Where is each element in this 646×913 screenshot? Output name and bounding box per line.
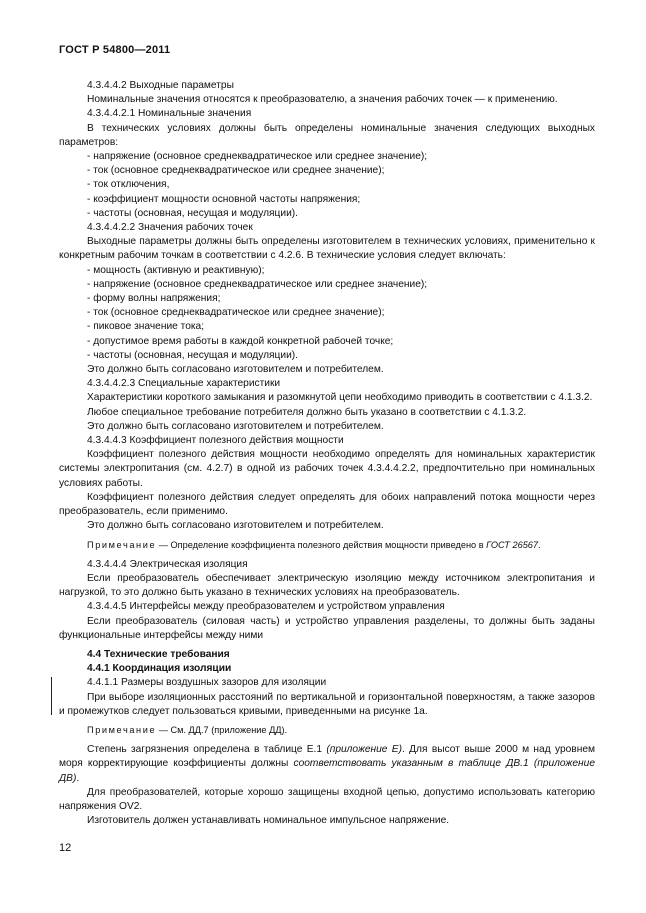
paragraph: Коэффициент полезного действия следует определять для обоих направлений потока мощности через преобразователь, если применимо.	[59, 491, 595, 518]
subsection-heading: 4.4.1 Координация изоляции	[87, 663, 232, 675]
note-text: — Определение коэффициента полезного действия мощности приведено в	[156, 539, 487, 550]
text-run: Степень загрязнения определена в таблице Е.1	[87, 744, 327, 756]
list-item: - частоты (основная, несущая и модуляции).	[87, 207, 298, 219]
list-item: - пиковое значение тока;	[87, 321, 205, 333]
list-item: - напряжение (основное среднеквадратическое или среднее значение);	[87, 278, 428, 290]
page-number: 12	[59, 842, 72, 854]
paragraph: Если преобразователь обеспечивает электрическую изоляцию между источником электропитания и нагрузкой, то это должно быть указано в технических условиях на преобразователь.	[59, 572, 595, 599]
clause-heading: 4.3.4.4.2.3 Специальные характеристики	[87, 378, 281, 390]
reference: соответствовать указанным в таблице ДВ.1 (приложение ДВ)	[59, 758, 595, 784]
paragraph: Номинальные значения относятся к преобразователю, а значения рабочих точек — к применению.	[87, 94, 558, 106]
section-number: 4.4	[87, 648, 102, 660]
text-run: . Для высот выше 2000 м над уровнем моря корректирующие коэффициенты должны	[59, 744, 596, 770]
list-item: - коэффициент мощности основной частоты напряжения;	[87, 193, 361, 205]
note	[59, 538, 595, 552]
list-item: - мощность (активную и реактивную);	[87, 264, 265, 276]
clause-heading: 4.3.4.4.4 Электрическая изоляция	[87, 558, 248, 570]
clause-heading: 4.3.4.4.5 Интерфейсы между преобразователем и устройством управления	[87, 601, 445, 613]
paragraph: В технических условиях должны быть определены номинальные значения следующих выходных параметров:	[59, 122, 595, 148]
list-item: - напряжение (основное среднеквадратическое или среднее значение);	[87, 151, 428, 163]
clause-heading: 4.3.4.4.3 Коэффициент полезного действия мощности	[87, 435, 344, 447]
section-heading	[59, 648, 595, 662]
paragraph: Это должно быть согласовано изготовителем и потребителем.	[87, 520, 384, 532]
paragraph	[59, 743, 595, 786]
clause-heading: 4.4.1.1 Размеры воздушных зазоров для изоляции	[87, 677, 327, 689]
note-label: Примечание	[87, 724, 157, 735]
note-label: Примечание	[87, 539, 157, 550]
change-bar	[51, 677, 52, 715]
note-text: — См. ДД.7 (приложение ДД).	[156, 724, 288, 735]
section-title-word: требования	[170, 648, 230, 660]
paragraph: Если преобразователь (силовая часть) и устройство управления разделены, то должны быть заданы функциональные интерфейсы между ними	[59, 615, 595, 641]
paragraph: Характеристики короткого замыкания и разомкнутой цепи необходимо приводить в соответствии с 4.1.3.2.	[87, 392, 593, 404]
list-item: - ток отключения,	[87, 179, 170, 191]
paragraph: Это должно быть согласовано изготовителем и потребителем.	[87, 364, 384, 376]
standard-header: ГОСТ Р 54800—2011	[59, 44, 171, 56]
paragraph: Выходные параметры должны быть определены изготовителем в технических условиях, применительно к конкретным рабочим точкам в соответствии с 4.2.6. В технические условия следует включать:	[59, 236, 595, 262]
list-item: - ток (основное среднеквадратическое или среднее значение);	[87, 165, 385, 177]
page-content	[59, 79, 595, 828]
clause-heading: 4.3.4.4.2 Выходные параметры	[87, 80, 234, 91]
paragraph: Коэффициент полезного действия мощности необходимо определять для номинальных характеристик системы электропитания (см. 4.2.7) в одной из рабочих точек 4.3.4.4.2.2, предпочтительно при номинальных условиях работы.	[59, 449, 595, 489]
note	[59, 723, 595, 737]
text-run: .	[76, 772, 80, 784]
paragraph: Изготовитель должен устанавливать номинальное импульсное напряжение.	[87, 815, 450, 827]
clause-heading: 4.3.4.4.2.2 Значения рабочих точек	[87, 222, 253, 234]
paragraph: Это должно быть согласовано изготовителем и потребителем.	[87, 420, 384, 432]
clause-heading: 4.3.4.4.2.1 Номинальные значения	[87, 108, 252, 120]
paragraph: При выборе изоляционных расстояний по вертикальной и горизонтальной поверхностям, а также зазоров и промежутков следует пользоваться кривыми, приведенными на рисунке 1а.	[59, 691, 595, 717]
list-item: - форму волны напряжения;	[87, 293, 221, 305]
note-end: .	[538, 539, 541, 550]
list-item: - допустимое время работы в каждой конкретной рабочей точке;	[87, 335, 394, 347]
paragraph: Для преобразователей, которые хорошо защищены входной цепью, допустимо использовать категорию напряжения OV2.	[59, 786, 595, 812]
paragraph: Любое специальное требование потребителя должно быть указано в соответствии с 4.1.3.2.	[87, 406, 527, 418]
list-item: - ток (основное среднеквадратическое или среднее значение);	[87, 307, 385, 319]
list-item: - частоты (основная, несущая и модуляции).	[87, 349, 298, 361]
section-title-word: Технические	[104, 648, 168, 660]
note-reference: ГОСТ 26567	[486, 539, 539, 550]
reference: (приложение Е)	[326, 744, 402, 756]
